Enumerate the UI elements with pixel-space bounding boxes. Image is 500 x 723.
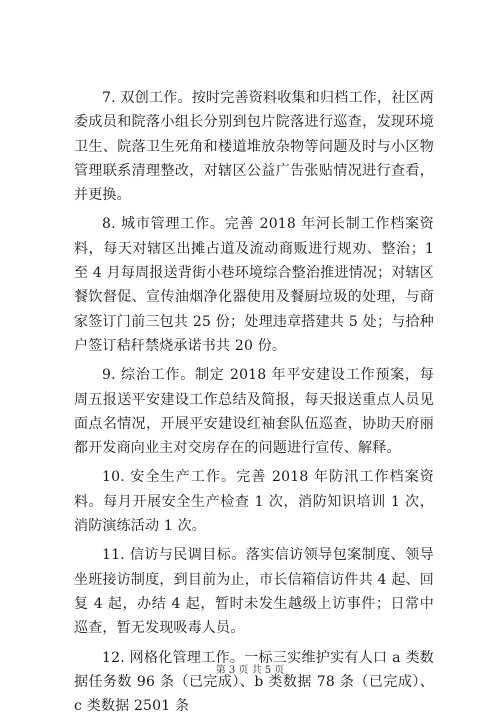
page-number-footer: 第 3 页 共 5 页 — [215, 665, 285, 676]
paragraph-dual-creation: 7. 双创工作。按时完善资料收集和归档工作，社区两委成员和院落小组长分别到包片院落进行巡查，发现环境卫生、院落卫生死角和楼道堆放杂物等问题及时与小区物管理联系清理整改，对辖区公益广告张贴情况进行查看，并更换。 — [74, 90, 434, 204]
paragraph-safety-production: 10. 安全生产工作。完善 2018 年防汛工作档案资料。每月开展安全生产检查 1 次，消防知识培训 1 次，消防演练活动 1 次。 — [74, 469, 434, 535]
paragraph-grid-management: 12. 网格化管理工作。一标三实维护实有人口 a 类数据任务数 96 条（已完成）、b 类数据 78 条（已完成）、c 类数据 2501 条 — [74, 649, 434, 715]
paragraph-city-management: 8. 城市管理工作。完善 2018 年河长制工作档案资料，每天对辖区出摊占道及流动商贩进行规劝、整治；1 至 4 月每周报送背街小巷环境综合整治推进情况；对辖区餐饮督促、宣传油烟净化器使用及餐厨垃圾的处理，与商家签订门前三包共 25 份；处理违章搭建共 5 处；与拾种户签订秸秆禁烧承诺书共 20 份。 — [74, 216, 434, 354]
paragraph-comprehensive-governance: 9. 综治工作。制定 2018 年平安建设工作预案，每周五报送平安建设工作总结及简报，每天报送重点人员见面点名情况，开展平安建设红袖套队伍巡查，协助天府丽都开发商向业主对交房存在的问题进行宣传、解释。 — [74, 367, 434, 457]
paragraph-petition-survey: 11. 信访与民调目标。落实信访领导包案制度、领导坐班接访制度，到目前为止，市长信箱信访件共 4 起、回复 4 起，办结 4 起，暂时未发生越级上访事件；日常中巡查，暂无发现吸毒人员。 — [74, 547, 434, 637]
document-body — [74, 86, 434, 723]
